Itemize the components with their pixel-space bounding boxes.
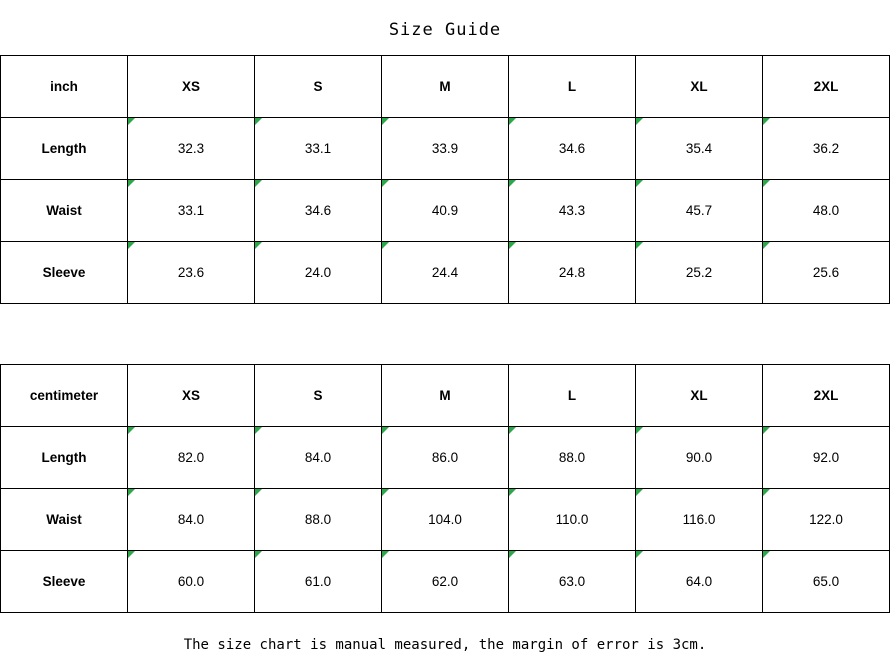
cell-waist-xl: 116.0 xyxy=(636,489,763,551)
row-label-sleeve: Sleeve xyxy=(1,551,128,613)
cell-sleeve-xl: 25.2 xyxy=(636,242,763,304)
cell-length-s: 33.1 xyxy=(255,118,382,180)
size-table-inch xyxy=(0,55,890,304)
cell-waist-s: 34.6 xyxy=(255,180,382,242)
table-header-row xyxy=(1,365,890,427)
cell-length-l: 88.0 xyxy=(509,427,636,489)
cell-length-xs: 32.3 xyxy=(128,118,255,180)
cell-sleeve-2xl: 65.0 xyxy=(763,551,890,613)
column-header-m: M xyxy=(382,56,509,118)
cell-sleeve-s: 61.0 xyxy=(255,551,382,613)
column-header-s: S xyxy=(255,365,382,427)
cell-waist-xs: 84.0 xyxy=(128,489,255,551)
cell-length-xs: 82.0 xyxy=(128,427,255,489)
table-row xyxy=(1,551,890,613)
cell-length-m: 33.9 xyxy=(382,118,509,180)
cell-sleeve-2xl: 25.6 xyxy=(763,242,890,304)
column-header-m: M xyxy=(382,365,509,427)
column-header-xl: XL xyxy=(636,365,763,427)
cell-length-l: 34.6 xyxy=(509,118,636,180)
cell-sleeve-s: 24.0 xyxy=(255,242,382,304)
column-header-xs: XS xyxy=(128,56,255,118)
column-header-l: L xyxy=(509,365,636,427)
cell-length-2xl: 36.2 xyxy=(763,118,890,180)
cell-sleeve-m: 24.4 xyxy=(382,242,509,304)
cell-waist-l: 110.0 xyxy=(509,489,636,551)
table-row xyxy=(1,180,890,242)
table-header-row xyxy=(1,56,890,118)
cell-sleeve-m: 62.0 xyxy=(382,551,509,613)
cell-sleeve-xs: 23.6 xyxy=(128,242,255,304)
page-title: Size Guide xyxy=(388,20,502,40)
table-row xyxy=(1,118,890,180)
cell-length-xl: 90.0 xyxy=(636,427,763,489)
column-header-2xl: 2XL xyxy=(763,365,890,427)
cell-waist-2xl: 122.0 xyxy=(763,489,890,551)
row-label-waist: Waist xyxy=(1,180,128,242)
cell-waist-xl: 45.7 xyxy=(636,180,763,242)
column-header-xs: XS xyxy=(128,365,255,427)
unit-label-inch: inch xyxy=(1,56,128,118)
cell-sleeve-xs: 60.0 xyxy=(128,551,255,613)
cell-sleeve-xl: 64.0 xyxy=(636,551,763,613)
row-label-length: Length xyxy=(1,118,128,180)
cell-waist-2xl: 48.0 xyxy=(763,180,890,242)
unit-label-centimeter: centimeter xyxy=(1,365,128,427)
cell-sleeve-l: 63.0 xyxy=(509,551,636,613)
column-header-2xl: 2XL xyxy=(763,56,890,118)
column-header-s: S xyxy=(255,56,382,118)
cell-length-s: 84.0 xyxy=(255,427,382,489)
cell-length-xl: 35.4 xyxy=(636,118,763,180)
cell-waist-s: 88.0 xyxy=(255,489,382,551)
footer-note: The size chart is manual measured, the margin of error is 3cm. xyxy=(183,637,707,653)
column-header-xl: XL xyxy=(636,56,763,118)
row-label-sleeve: Sleeve xyxy=(1,242,128,304)
size-table-centimeter xyxy=(0,364,890,613)
cell-sleeve-l: 24.8 xyxy=(509,242,636,304)
cell-length-2xl: 92.0 xyxy=(763,427,890,489)
cell-waist-m: 40.9 xyxy=(382,180,509,242)
cell-waist-m: 104.0 xyxy=(382,489,509,551)
table-separator xyxy=(0,304,890,364)
cell-waist-xs: 33.1 xyxy=(128,180,255,242)
table-row xyxy=(1,489,890,551)
table-row xyxy=(1,242,890,304)
cell-waist-l: 43.3 xyxy=(509,180,636,242)
table-row xyxy=(1,427,890,489)
row-label-length: Length xyxy=(1,427,128,489)
cell-length-m: 86.0 xyxy=(382,427,509,489)
column-header-l: L xyxy=(509,56,636,118)
row-label-waist: Waist xyxy=(1,489,128,551)
